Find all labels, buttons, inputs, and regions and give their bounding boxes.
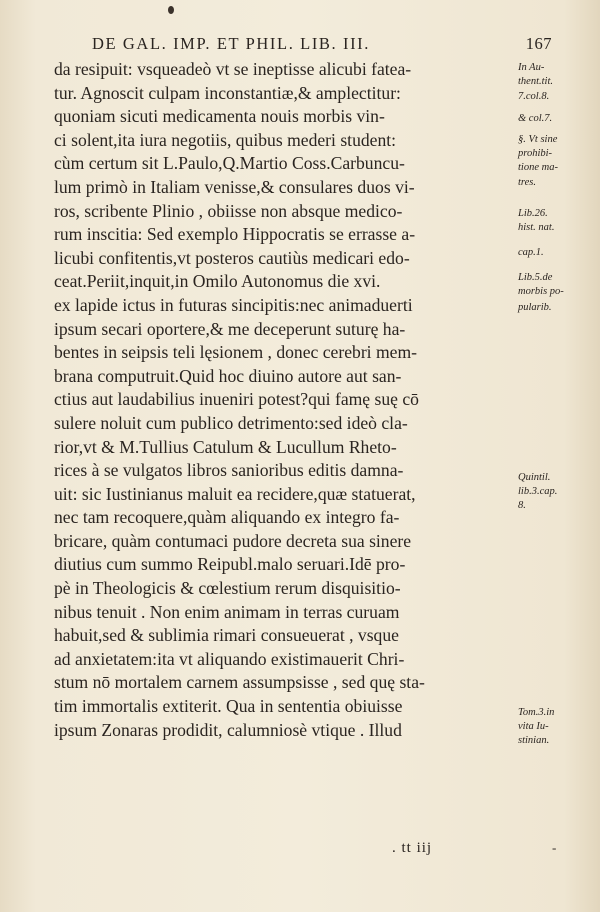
footer-dash: -	[552, 840, 557, 855]
margin-note: §. Vt sine	[518, 134, 558, 145]
text-line: ctius aut laudabilius inueniri potest?qui famę suę cō	[54, 389, 419, 410]
margin-note: thent.tit.	[518, 76, 553, 87]
running-title: DE GAL. IMP. ET PHIL. LIB. III.	[92, 34, 370, 53]
text-line: ex lapide ictus in futuras sincipitis:nec animaduerti	[54, 294, 413, 315]
text-line: uit: sic Iustinianus maluit ea recidere,quæ statuerat,	[54, 483, 416, 504]
text-line: ci solent,ita iura negotiis, quibus mederi student:	[54, 129, 397, 150]
text-line: quoniam sicuti medicamenta nouis morbis vin-	[54, 106, 385, 127]
text-line: lum primò in Italiam venisse,& consulares duos vi-	[54, 176, 415, 197]
margin-note: Lib.5.de	[518, 272, 553, 283]
margin-note: Lib.26.	[518, 208, 548, 219]
margin-note: prohibi-	[518, 148, 553, 159]
text-line: rices à se vulgatos libros sanioribus editis damna-	[54, 460, 404, 481]
text-line: ipsum Zonaras prodidit, calumniosè vtique . Illud	[54, 719, 402, 740]
text-line: ipsum secari oportere,& me deceperunt suturę ha-	[54, 318, 406, 339]
ink-mark	[168, 6, 174, 14]
text-line: diutius cum summo Reipubl.malo seruari.Idē pro-	[54, 554, 406, 575]
margin-note: 8.	[518, 500, 526, 511]
text-line: ad anxietatem:ita vt aliquando existimauerit Chri-	[54, 648, 405, 669]
margin-note: tione ma-	[518, 162, 558, 173]
text-line: nec tam recoquere,quàm aliquando ex integro fa-	[54, 507, 400, 528]
text-line: cùm certum sit L.Paulo,Q.Martio Coss.Carbuncu-	[54, 153, 405, 174]
margin-note: morbis po-	[518, 286, 564, 297]
text-line: tur. Agnoscit culpam inconstantiæ,& amplectitur:	[54, 82, 401, 103]
text-line: stum nō mortalem carnem assumpsisse , sed quę sta-	[54, 672, 425, 693]
text-line: bricare, quàm contumaci pudore decreta sua sinere	[54, 530, 412, 551]
margin-note: Quintil.	[518, 472, 551, 483]
margin-note: 7.col.8.	[518, 91, 550, 102]
page-number: 167	[525, 34, 552, 53]
text-line: pè in Theologicis & cœlestium rerum disquisitio-	[54, 578, 401, 599]
text-line: rum inscitia: Sed exemplo Hippocratis se errasse a-	[54, 224, 416, 245]
margin-note: vita Iu-	[518, 721, 549, 732]
margin-note: In Au-	[518, 62, 545, 73]
margin-note: stinian.	[518, 735, 550, 746]
text-line: ceat.Periit,inquit,in Omilo Autonomus die xvi.	[54, 271, 381, 292]
text-line: ros, scribente Plinio , obiisse non absque medico-	[54, 200, 403, 221]
margin-note: lib.3.cap.	[518, 486, 558, 497]
text-line: rior,vt & M.Tullius Catulum & Lucullum Rheto-	[54, 436, 397, 457]
text-line: nibus tenuit . Non enim animam in terras curuam	[54, 601, 400, 622]
margin-note: hist. nat.	[518, 222, 555, 233]
margin-note: pularib.	[518, 302, 552, 313]
margin-note: tres.	[518, 177, 536, 188]
margin-note: & col.7.	[518, 113, 553, 124]
text-line: tim immortalis extiterit. Qua in sententia obiuisse	[54, 696, 403, 717]
running-header	[92, 34, 552, 54]
signature-mark: . tt iij	[392, 840, 433, 856]
body-text	[54, 58, 516, 742]
text-line: sulere noluit cum publico detrimento:sed ideò cla-	[54, 412, 408, 433]
text-line: brana computruit.Quid hoc diuino autore aut san-	[54, 365, 402, 386]
text-line: bentes in seipsis teli lęsionem , donec cerebri mem-	[54, 342, 418, 363]
margin-note: Tom.3.in	[518, 707, 555, 718]
text-line: da resipuit: vsqueadeò vt se ineptisse alicubi fatea-	[54, 59, 412, 79]
margin-note: cap.1.	[518, 247, 544, 258]
text-line: habuit,sed & sublimia rimari consueuerat , vsque	[54, 625, 399, 646]
text-line: licubi confitentis,vt posteros cautiùs medicari edo-	[54, 247, 410, 268]
